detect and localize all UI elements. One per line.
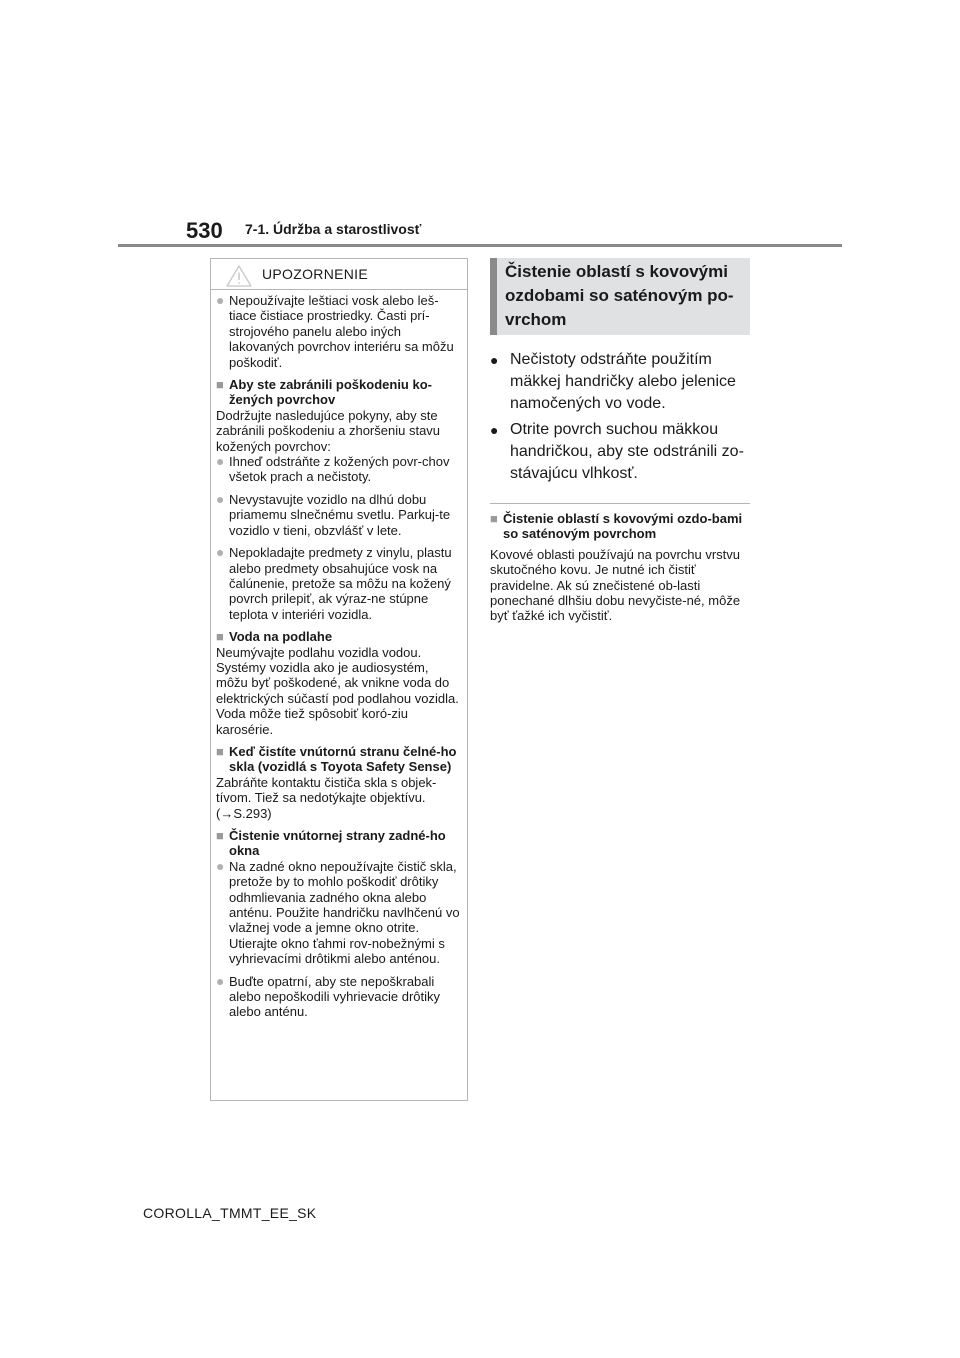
satin-metal-text: Kovové oblasti používajú na povrchu vrstvu skutočného kovu. Je nutné ich čistiť pravidelne. Ak sú znečistené ob-lasti ponechané dlhšiu dobu nevyčiste-né, môže byť ťažké ich vyčistiť. <box>490 547 741 624</box>
leather-heading: ■ Aby ste zabránili poškodeniu ko-žených povrchov <box>216 377 432 408</box>
square-bullet-icon: ■ <box>216 629 224 645</box>
header-rule <box>118 244 842 247</box>
leather-item: ● Ihneď odstráňte z kožených povr-chov všetok prach a nečistoty. <box>216 453 450 485</box>
warning-header <box>211 259 467 290</box>
bullet-dot-icon: ● <box>216 453 225 470</box>
page-number: 530 <box>186 218 223 243</box>
floor-heading: ■ Voda na podlahe <box>216 629 333 645</box>
bullet-dot-icon: ● <box>216 490 225 507</box>
instruction-item: ● Nečistoty odstráňte použitím mäkkej handričky alebo jelenice namočených vo vode. <box>490 351 736 412</box>
warning-box <box>210 258 468 1101</box>
bullet-dot-icon: ● <box>490 422 499 438</box>
section-title: 7-1. Údržba a starostlivosť <box>245 221 422 237</box>
warning-body <box>211 290 467 1020</box>
rear-window-item: ● Na zadné okno nepoužívajte čistič skla, pretože by to mohlo poškodiť drôtiky odhmlievania zadného okna alebo anténu. Použite handričku navlhčenú vo vlažnej vode a jemne okno otrite. Utierajte okno ťahmi rov-nobežnými s vyhrievacími drôtikmi alebo anténou. <box>216 857 460 967</box>
leather-item: ● Nepokladajte predmety z vinylu, plastu alebo predmety obsahujúce vosk na čalúnenie, pretože sa môžu na kožený povrch prilepiť, ak výraz-ne stúpne teplota v interiéri vozidla. <box>216 544 452 622</box>
bullet-dot-icon: ● <box>216 857 225 874</box>
bullet-dot-icon: ● <box>216 292 225 308</box>
windshield-text: Zabráňte kontaktu čističa skla s objek-tívom. Tiež sa nedotýkajte objektívu. (→S.293) <box>216 774 437 821</box>
document-code: COROLLA_TMMT_EE_SK <box>143 1205 317 1221</box>
instruction-item: ● Otrite povrch suchou mäkkou handričkou, aby ste odstránili zo-stávajúcu vlhkosť. <box>490 421 744 482</box>
instruction-list <box>490 349 750 485</box>
leather-text: Dodržujte nasledujúce pokyny, aby ste zabránili poškodeniu a zhoršeniu stavu kožených povrchov: <box>216 407 441 454</box>
floor-text: Neumývajte podlahu vozidla vodou. Systémy vozidla ako je audiosystém, môžu byť poškodené, ak vnikne voda do elektrických súčastí pod podlahou vozidla. Voda môže tiež spôsobiť koró-ziu karosérie. <box>216 644 459 737</box>
satin-metal-heading: ■ Čistenie oblastí s kovovými ozdo-bami so saténovým povrchom <box>490 511 743 541</box>
bullet-dot-icon: ● <box>216 544 225 561</box>
right-column <box>490 258 750 623</box>
leather-item: ● Nevystavujte vozidlo na dlhú dobu priamemu slnečnému svetlu. Parkuj-te vozidlo v tieni, obzvlášť v lete. <box>216 490 451 538</box>
bullet-dot-icon: ● <box>490 352 499 368</box>
warning-triangle-icon <box>226 265 252 287</box>
windshield-heading: ■ Keď čistíte vnútornú stranu čelné-ho skla (vozidlá s Toyota Safety Sense) <box>216 743 457 775</box>
rear-window-item: ● Buďte opatrní, aby ste nepoškrabali alebo nepoškodili vyhrievacie drôtiky alebo anténu. <box>216 972 441 1020</box>
warning-title: UPOZORNENIE <box>262 266 368 282</box>
warning-intro: ● Nepoužívajte leštiaci vosk alebo leš-tiace čistiace prostriedky. Časti prí-strojového panelu alebo iných lakovaných povrchov interiéru sa môžu poškodiť. <box>216 292 454 370</box>
square-bullet-icon: ■ <box>490 511 498 526</box>
square-bullet-icon: ■ <box>216 828 224 843</box>
bullet-dot-icon: ● <box>216 972 225 989</box>
rear-window-heading: ■ Čistenie vnútornej strany zadné-ho okna <box>216 828 446 859</box>
square-bullet-icon: ■ <box>216 743 224 759</box>
section-divider <box>490 503 750 504</box>
square-bullet-icon: ■ <box>216 377 224 393</box>
section-banner: Čistenie oblastí s kovovými ozdobami so saténovým po-vrchom <box>490 258 750 335</box>
